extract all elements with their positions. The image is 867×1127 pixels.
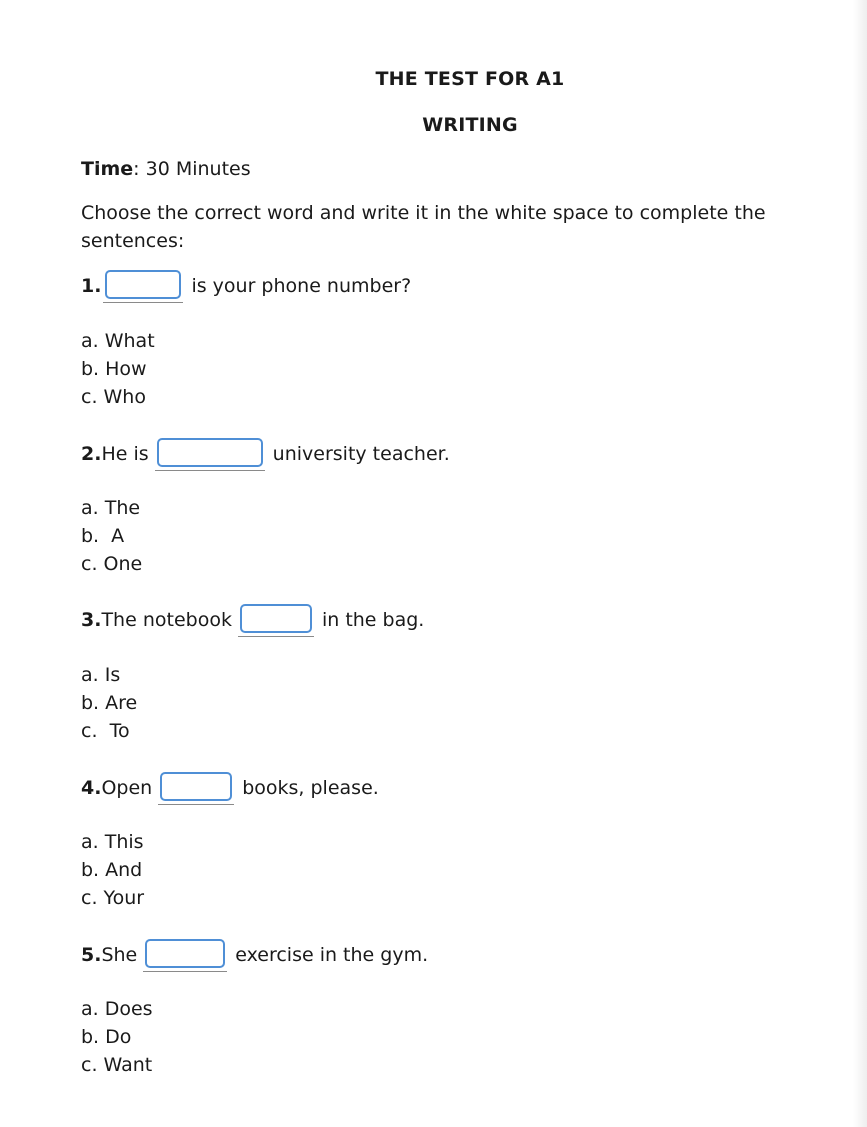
option-b: b. Do [81, 1026, 132, 1048]
question-number: 2. [81, 442, 102, 465]
answer-input-box[interactable] [157, 438, 263, 467]
option-c: c. Your [81, 887, 145, 909]
question-number: 4. [81, 776, 102, 799]
question-prefix: Open [101, 776, 153, 799]
question-2 [81, 436, 450, 470]
question-number: 3. [81, 608, 102, 631]
options-3 [81, 661, 137, 745]
question-suffix: is your phone number? [191, 274, 412, 297]
option-a: a. Does [81, 998, 153, 1020]
question-4 [81, 770, 379, 804]
answer-blank-4[interactable] [158, 770, 234, 805]
answer-input-box[interactable] [160, 772, 232, 801]
instruction-line-2: sentences: [81, 230, 185, 252]
answer-input-box[interactable] [145, 939, 225, 968]
page-edge-shadow [853, 0, 867, 1127]
option-a: a. Is [81, 664, 121, 686]
question-3 [81, 602, 424, 636]
options-2 [81, 494, 142, 578]
answer-blank-2[interactable] [155, 436, 265, 471]
option-b: b. How [81, 358, 147, 380]
instruction-line-1: Choose the correct word and write it in the white space to complete the [81, 202, 766, 224]
options-5 [81, 995, 153, 1079]
option-c: c. Who [81, 386, 146, 408]
question-suffix: exercise in the gym. [235, 943, 429, 966]
option-a: a. What [81, 330, 155, 352]
question-number: 5. [81, 943, 102, 966]
option-b: b. A [81, 525, 125, 547]
question-suffix: books, please. [242, 776, 379, 799]
option-b: b. And [81, 859, 143, 881]
option-b: b. Are [81, 692, 138, 714]
question-prefix: He is [101, 442, 149, 465]
answer-input-box[interactable] [240, 604, 312, 633]
option-c: c. To [81, 720, 130, 742]
question-prefix: She [101, 943, 138, 966]
answer-blank-1[interactable] [103, 268, 183, 303]
time-value: : 30 Minutes [133, 158, 251, 180]
answer-blank-3[interactable] [238, 602, 314, 637]
time-label: Time [81, 158, 134, 180]
question-suffix: in the bag. [321, 608, 425, 631]
question-suffix: university teacher. [272, 442, 450, 465]
question-5 [81, 937, 428, 971]
option-c: c. Want [81, 1054, 153, 1076]
option-c: c. One [81, 553, 143, 575]
question-number: 1. [81, 274, 102, 297]
answer-blank-5[interactable] [143, 937, 227, 972]
time-info [81, 158, 251, 180]
question-prefix: The notebook [101, 608, 232, 631]
option-a: a. This [81, 831, 144, 853]
options-1 [81, 327, 155, 411]
answer-input-box[interactable] [105, 270, 181, 299]
question-1 [81, 268, 411, 302]
section-title: WRITING [422, 114, 518, 136]
options-4 [81, 828, 144, 912]
option-a: a. The [81, 497, 141, 519]
page-title: THE TEST FOR A1 [375, 68, 565, 90]
